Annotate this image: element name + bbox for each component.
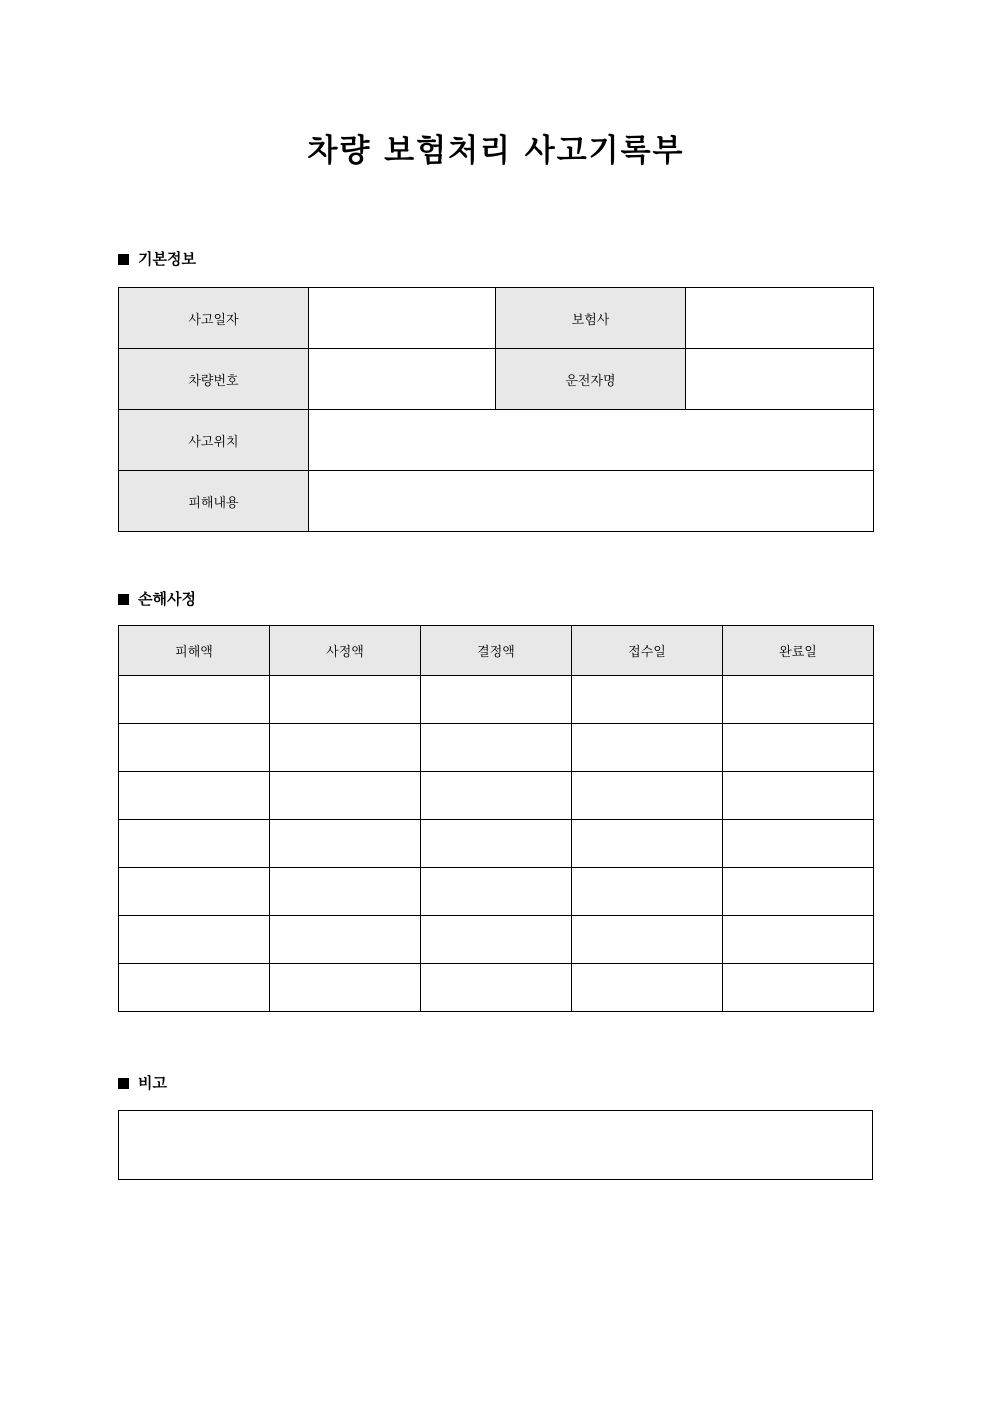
table-row: [119, 868, 874, 916]
cell-decided-amount[interactable]: [421, 676, 572, 724]
cell-damage-amount[interactable]: [119, 772, 270, 820]
cell-assessed-amount[interactable]: [270, 772, 421, 820]
page-title: 차량 보험처리 사고기록부: [307, 133, 685, 169]
cell-received-date[interactable]: [572, 868, 723, 916]
field-value-insurance-company[interactable]: [686, 288, 874, 349]
table-row: [119, 772, 874, 820]
section-heading-damage-assessment: [118, 592, 196, 607]
cell-completed-date[interactable]: [723, 868, 874, 916]
damage-assessment-table: [118, 625, 874, 1012]
cell-received-date[interactable]: [572, 820, 723, 868]
cell-assessed-amount[interactable]: [270, 820, 421, 868]
cell-completed-date[interactable]: [723, 820, 874, 868]
filled-square-bullet-icon: [118, 1078, 129, 1089]
cell-assessed-amount[interactable]: [270, 868, 421, 916]
field-label-insurance-company: 보험사: [496, 288, 686, 349]
table-row: [119, 676, 874, 724]
cell-decided-amount[interactable]: [421, 868, 572, 916]
table-row: [119, 349, 874, 410]
cell-decided-amount[interactable]: [421, 964, 572, 1012]
cell-assessed-amount[interactable]: [270, 676, 421, 724]
field-label-damage-description: 피해내용: [119, 471, 309, 532]
cell-completed-date[interactable]: [723, 676, 874, 724]
cell-damage-amount[interactable]: [119, 868, 270, 916]
filled-square-bullet-icon: [118, 254, 129, 265]
cell-decided-amount[interactable]: [421, 724, 572, 772]
section-heading-basic-info: [118, 252, 196, 267]
table-row: [119, 964, 874, 1012]
cell-received-date[interactable]: [572, 676, 723, 724]
section-heading-remarks: [118, 1076, 167, 1091]
table-header-row: [119, 626, 874, 676]
cell-damage-amount[interactable]: [119, 820, 270, 868]
cell-received-date[interactable]: [572, 772, 723, 820]
cell-received-date[interactable]: [572, 724, 723, 772]
section-heading-label: 기본정보: [138, 250, 196, 268]
cell-damage-amount[interactable]: [119, 724, 270, 772]
table-row: [119, 410, 874, 471]
cell-received-date[interactable]: [572, 916, 723, 964]
filled-square-bullet-icon: [118, 594, 129, 605]
field-value-driver-name[interactable]: [686, 349, 874, 410]
cell-damage-amount[interactable]: [119, 916, 270, 964]
column-header-completed-date: 완료일: [723, 626, 874, 676]
column-header-received-date: 접수일: [572, 626, 723, 676]
section-heading-label: 비고: [138, 1074, 167, 1092]
field-value-accident-location[interactable]: [309, 410, 874, 471]
cell-received-date[interactable]: [572, 964, 723, 1012]
cell-damage-amount[interactable]: [119, 676, 270, 724]
field-value-vehicle-number[interactable]: [309, 349, 496, 410]
table-row: [119, 288, 874, 349]
field-value-damage-description[interactable]: [309, 471, 874, 532]
basic-info-table: [118, 287, 874, 532]
remarks-textarea[interactable]: [118, 1110, 873, 1180]
cell-assessed-amount[interactable]: [270, 964, 421, 1012]
cell-decided-amount[interactable]: [421, 916, 572, 964]
cell-completed-date[interactable]: [723, 724, 874, 772]
field-label-vehicle-number: 차량번호: [119, 349, 309, 410]
field-label-accident-date: 사고일자: [119, 288, 309, 349]
cell-assessed-amount[interactable]: [270, 916, 421, 964]
cell-completed-date[interactable]: [723, 916, 874, 964]
column-header-assessed-amount: 사정액: [270, 626, 421, 676]
section-heading-label: 손해사정: [138, 590, 196, 608]
cell-damage-amount[interactable]: [119, 964, 270, 1012]
field-label-driver-name: 운전자명: [496, 349, 686, 410]
table-row: [119, 471, 874, 532]
cell-completed-date[interactable]: [723, 964, 874, 1012]
column-header-damage-amount: 피해액: [119, 626, 270, 676]
cell-decided-amount[interactable]: [421, 772, 572, 820]
table-row: [119, 724, 874, 772]
field-value-accident-date[interactable]: [309, 288, 496, 349]
field-label-accident-location: 사고위치: [119, 410, 309, 471]
cell-completed-date[interactable]: [723, 772, 874, 820]
table-row: [119, 916, 874, 964]
cell-assessed-amount[interactable]: [270, 724, 421, 772]
column-header-decided-amount: 결정액: [421, 626, 572, 676]
cell-decided-amount[interactable]: [421, 820, 572, 868]
table-row: [119, 820, 874, 868]
